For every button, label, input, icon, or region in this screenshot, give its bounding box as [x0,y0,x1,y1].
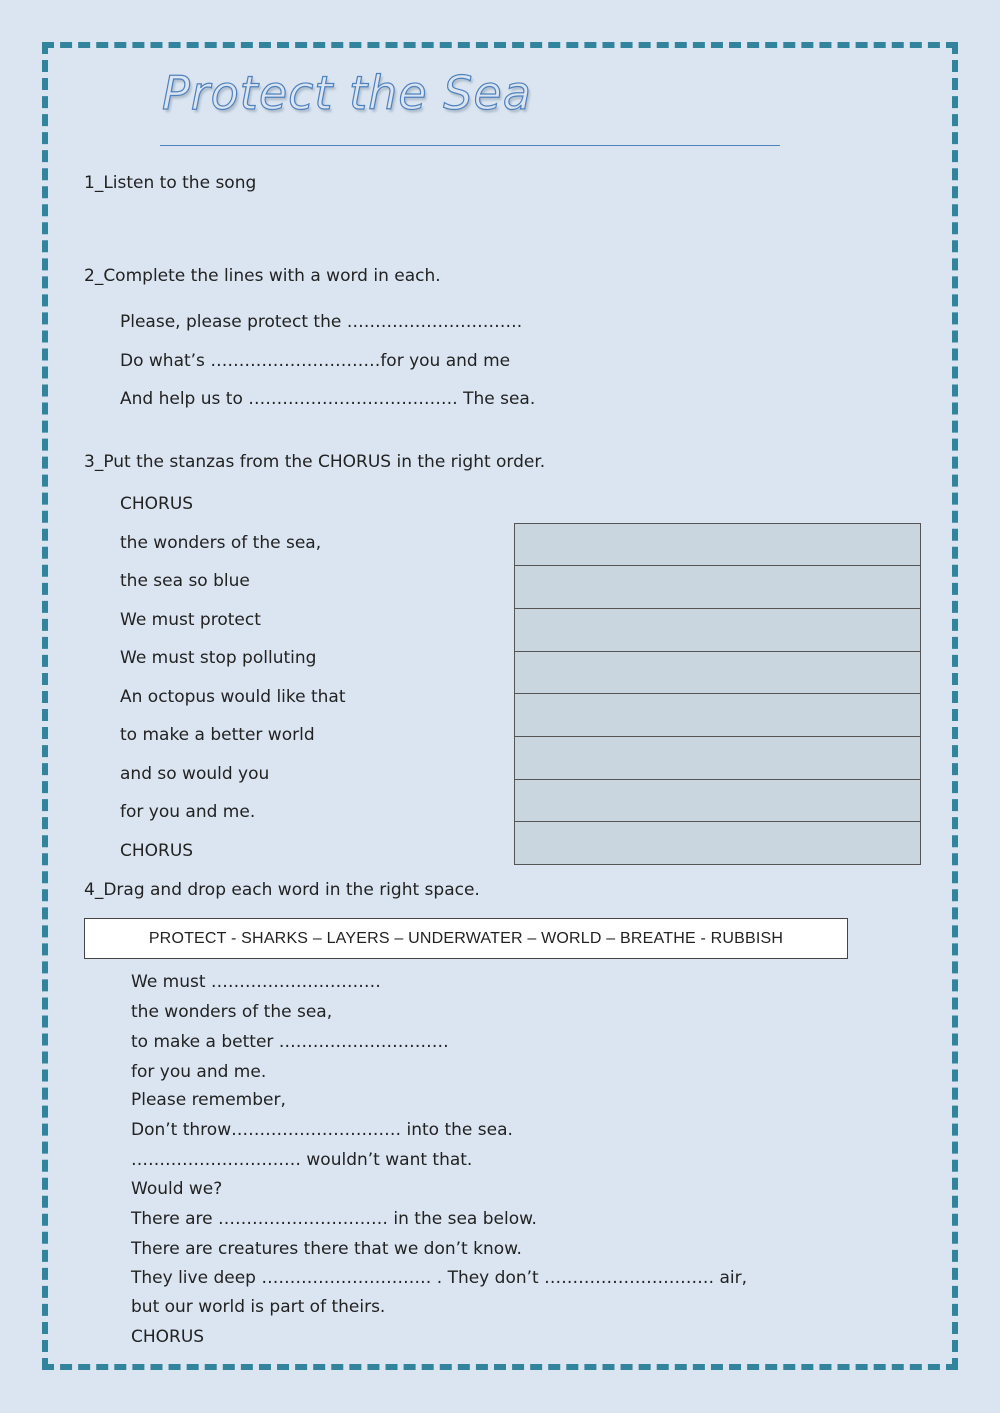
song-line: CHORUS [131,1327,205,1347]
order-drop-slot[interactable] [514,651,921,694]
stanza-item[interactable]: the sea so blue [120,571,250,591]
song-line: Don’t throw………………………… into the sea. [131,1120,513,1140]
order-drop-slot[interactable] [514,523,921,566]
song-line: Would we? [131,1179,223,1199]
order-drop-slot[interactable] [514,779,921,822]
order-drop-slot[interactable] [514,736,921,780]
song-line: We must ………………………… [131,972,381,992]
song-line: Please remember, [131,1090,286,1110]
stanza-item[interactable]: for you and me. [120,802,256,822]
stanza-item[interactable]: to make a better world [120,725,315,745]
fill-line: And help us to ………………………………. The sea. [120,389,536,409]
section3-heading: 3_Put the stanzas from the CHORUS in the right order. [84,452,546,472]
title-underline [160,145,780,146]
section1-heading: 1_Listen to the song [84,173,257,193]
song-line: There are ………………………… in the sea below. [131,1209,537,1229]
order-drop-slot[interactable] [514,565,921,609]
stanza-item[interactable]: We must stop polluting [120,648,317,668]
song-line: There are creatures there that we don’t know. [131,1239,522,1259]
song-line: They live deep ………………………… . They don’t ………………………… air, [131,1268,748,1288]
chorus-label: CHORUS [120,494,194,514]
song-line: but our world is part of theirs. [131,1297,386,1317]
stanza-item[interactable]: We must protect [120,610,261,630]
fill-line: Please, please protect the …………………………. [120,312,523,332]
order-drop-slot[interactable] [514,821,921,865]
stanza-item[interactable]: the wonders of the sea, [120,533,322,553]
section4-heading: 4_Drag and drop each word in the right space. [84,880,480,900]
stanza-item[interactable]: An octopus would like that [120,687,346,707]
order-drop-slot[interactable] [514,608,921,652]
song-line: the wonders of the sea, [131,1002,333,1022]
song-line: for you and me. [131,1062,267,1082]
section2-heading: 2_Complete the lines with a word in each. [84,266,441,286]
fill-line: Do what’s …………………………for you and me [120,351,511,371]
chorus-label: CHORUS [120,841,194,861]
song-line: to make a better ………………………… [131,1032,449,1052]
worksheet-title: Protect the Sea [162,66,532,120]
stanza-item[interactable]: and so would you [120,764,270,784]
word-bank[interactable]: PROTECT - SHARKS – LAYERS – UNDERWATER – WORLD – BREATHE - RUBBISH [84,918,848,959]
song-line: ………………………… wouldn’t want that. [131,1150,473,1170]
order-drop-slot[interactable] [514,693,921,737]
